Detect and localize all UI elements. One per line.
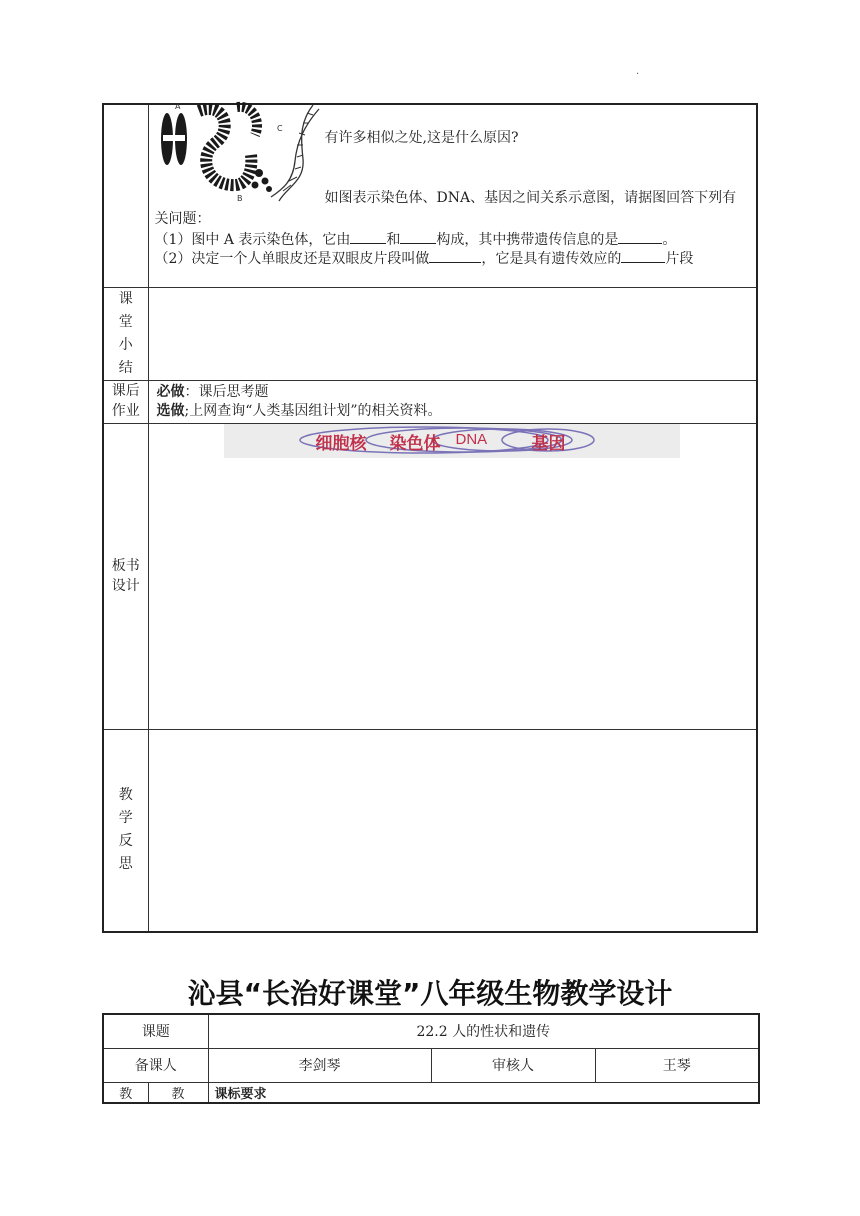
reviewer-label: 审核人 bbox=[431, 1048, 595, 1082]
banner-gene: 基因 bbox=[531, 433, 566, 454]
question-2-part-c: 片段 bbox=[665, 251, 694, 267]
homework-label: 课后作业 bbox=[111, 383, 140, 419]
summary-content-cell bbox=[148, 287, 757, 380]
teaching-col-2: 教 bbox=[148, 1082, 208, 1103]
coiled-chromatin bbox=[237, 107, 257, 135]
answer-blank[interactable] bbox=[400, 229, 436, 244]
homework-optional bbox=[157, 402, 749, 421]
lesson-table bbox=[102, 103, 758, 933]
nucleosome bbox=[266, 186, 272, 192]
topic-label: 课题 bbox=[103, 1014, 208, 1048]
optional-text: ;上网查询“人类基因组计划”的相关资料。 bbox=[184, 402, 442, 419]
nucleosome bbox=[261, 178, 268, 185]
preparer-label: 备课人 bbox=[103, 1048, 208, 1082]
figure-label-a: A bbox=[174, 102, 180, 111]
figure-label-c: C bbox=[276, 124, 283, 133]
question-2-part-b: ，它是具有遗传效应的 bbox=[481, 251, 622, 267]
answer-blank[interactable] bbox=[350, 229, 386, 244]
banner-chromosome: 染色体 bbox=[389, 433, 441, 454]
question-2 bbox=[155, 248, 694, 269]
reflection-label: 教学反思 bbox=[118, 787, 133, 873]
summary-label: 课堂小结 bbox=[118, 290, 133, 376]
question-1-part-d: 。 bbox=[662, 232, 677, 248]
intro-line-2: 关问题： bbox=[154, 211, 211, 227]
question-1-part-c: 构成，其中携带遗传信息的是 bbox=[436, 232, 619, 248]
nucleosome bbox=[255, 169, 263, 177]
teaching-col-1: 教 bbox=[103, 1082, 148, 1103]
reflection-content-cell bbox=[148, 729, 757, 932]
chromosome-dna-figure bbox=[155, 101, 325, 205]
question-2-part-a: （2）决定一个人单眼皮还是双眼皮片段叫做 bbox=[154, 251, 430, 267]
banner-dna: DNA bbox=[455, 430, 488, 448]
figure-label-b: B bbox=[236, 194, 242, 203]
coiled-chromatin bbox=[199, 109, 251, 185]
nucleosome bbox=[251, 182, 258, 189]
board-label: 板书设计 bbox=[111, 557, 140, 594]
curriculum-requirements: 课标要求 bbox=[208, 1082, 759, 1103]
required-text: ：课后思考题 bbox=[184, 383, 269, 400]
empty-label-cell bbox=[103, 104, 148, 287]
exercise-cell bbox=[148, 104, 757, 287]
preparer-value: 李剑琴 bbox=[208, 1048, 431, 1082]
nested-ellipses bbox=[224, 424, 680, 458]
topic-value: 22.2 人的性状和遗传 bbox=[208, 1014, 759, 1048]
summary-label-cell bbox=[103, 287, 148, 380]
centromere bbox=[163, 135, 185, 141]
question-1 bbox=[155, 229, 677, 250]
homework-label-cell bbox=[103, 380, 148, 423]
question-1-part-b: 和 bbox=[386, 232, 401, 248]
lesson-info-table bbox=[102, 1013, 760, 1104]
board-banner bbox=[224, 424, 680, 458]
board-label-cell bbox=[103, 423, 148, 729]
homework-required bbox=[157, 383, 749, 402]
lesson-plan-title: 沁县“长治好课堂”八年级生物教学设计 bbox=[187, 977, 673, 1010]
answer-blank[interactable] bbox=[618, 229, 662, 244]
intro-line-1: 如图表示染色体、DNA、基因之间关系示意图，请据图回答下列有 bbox=[324, 190, 737, 206]
header-mark: . bbox=[636, 66, 640, 77]
required-label: 必做 bbox=[156, 383, 185, 400]
optional-label: 选做 bbox=[156, 402, 185, 419]
answer-blank[interactable] bbox=[429, 248, 481, 263]
reviewer-value: 王琴 bbox=[595, 1048, 759, 1082]
question-1-part-a: （1）图中 A 表示染色体，它由 bbox=[154, 232, 351, 248]
reflection-label-cell bbox=[103, 729, 148, 932]
answer-blank[interactable] bbox=[621, 248, 665, 263]
banner-nucleus: 细胞核 bbox=[315, 433, 367, 454]
figure-question-tail: 有许多相似之处,这是什么原因? bbox=[324, 130, 519, 146]
dna-double-helix bbox=[271, 105, 319, 201]
board-content-cell bbox=[148, 423, 757, 729]
homework-content-cell bbox=[148, 380, 757, 423]
